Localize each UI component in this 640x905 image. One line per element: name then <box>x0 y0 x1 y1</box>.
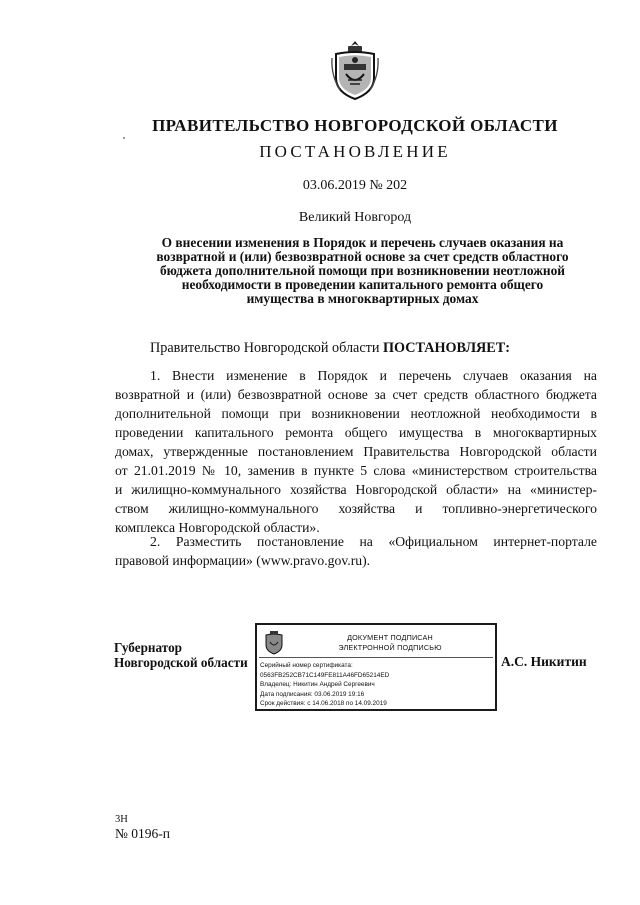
stamp-header <box>259 627 493 658</box>
paragraph-line: от 21.01.2019 № 10, заменив в пункте 5 слова «министерством строительства <box>115 463 597 478</box>
paragraph-line: и жилищно-коммунального хозяйства Новгородской области» на «министер- <box>115 482 597 497</box>
stamp-field: Владелец: Никитин Андрей Сергеевич <box>260 681 375 689</box>
stamp-caption <box>289 633 491 653</box>
date-and-number: 03.06.2019 № 202 <box>302 178 408 193</box>
heading-line: возвратной и (или) безвозвратной основе за счет средств областного <box>156 249 569 264</box>
paragraph-line: 1. Внести изменение в Порядок и перечень случаев оказания на <box>150 368 597 383</box>
paragraph-line: 2. Разместить постановление на «Официальном интернет-портале <box>150 534 597 549</box>
stamp-field: 0563FB252CB71C149FE811A46FD65214ED <box>260 671 390 679</box>
document-type: ПОСТАНОВЛЕНИЕ <box>259 142 451 161</box>
signer-name: А.С. Никитин <box>501 654 587 669</box>
paragraph-line: проведении капитального ремонта общего имущества в многоквартирных <box>115 425 597 440</box>
paragraph-2 <box>115 532 597 570</box>
stamp-field: Срок действия: с 14.06.2018 по 14.09.2019 <box>260 700 387 708</box>
heading-line: имущества в многоквартирных домах <box>246 291 479 306</box>
signer-position-line: Губернатор <box>114 640 182 655</box>
stamp-details <box>260 661 492 709</box>
electronic-signature-stamp <box>255 623 497 711</box>
heading-line: необходимости в проведении капитального ремонта общего <box>181 277 544 292</box>
paragraph-line: домах, утвержденные постановлением Правительства Новгородской области <box>115 444 597 459</box>
preamble-text: Правительство Новгородской области <box>150 340 383 356</box>
signer-position-line: Новгородской области <box>114 655 248 670</box>
government-title: ПРАВИТЕЛЬСТВО НОВГОРОДСКОЙ ОБЛАСТИ <box>152 116 558 135</box>
stamp-caption-line: ЭЛЕКТРОННОЙ ПОДПИСЬЮ <box>338 643 442 652</box>
coat-of-arms-icon <box>330 38 380 102</box>
paragraph-line: дополнительной помощи при возникновении неотложной необходимости в <box>115 406 597 421</box>
stamp-caption-line: ДОКУМЕНТ ПОДПИСАН <box>347 633 433 642</box>
stamp-field: Серийный номер сертификата: <box>260 662 353 669</box>
heading-line: бюджета дополнительной помощи при возникновении неотложной <box>159 263 566 278</box>
preamble <box>150 340 510 357</box>
signer-position <box>114 640 248 670</box>
stamp-field: Дата подписания: 03.06.2019 19:16 <box>260 690 365 698</box>
footer-number: № 0196-п <box>115 826 170 841</box>
document-heading <box>140 236 585 306</box>
paragraph-1 <box>115 366 597 537</box>
paragraph-line: комплекса Новгородской области». <box>115 520 320 535</box>
heading-line: О внесении изменения в Порядок и перечень случаев оказания на <box>161 235 564 250</box>
coat-of-arms-icon <box>263 630 285 656</box>
scan-mark <box>123 137 125 139</box>
city: Великий Новгород <box>298 210 412 225</box>
footer-code: 3Н <box>115 814 128 825</box>
preamble-emphasis: ПОСТАНОВЛЯЕТ: <box>382 340 510 356</box>
paragraph-line: возвратной и (или) безвозвратной основе за счет средств областного бюджета <box>115 387 597 402</box>
paragraph-line: правовой информации» (www.pravo.gov.ru). <box>115 553 371 568</box>
paragraph-line: ством жилищно-коммунального хозяйства и топливно-энергетического <box>115 501 597 516</box>
